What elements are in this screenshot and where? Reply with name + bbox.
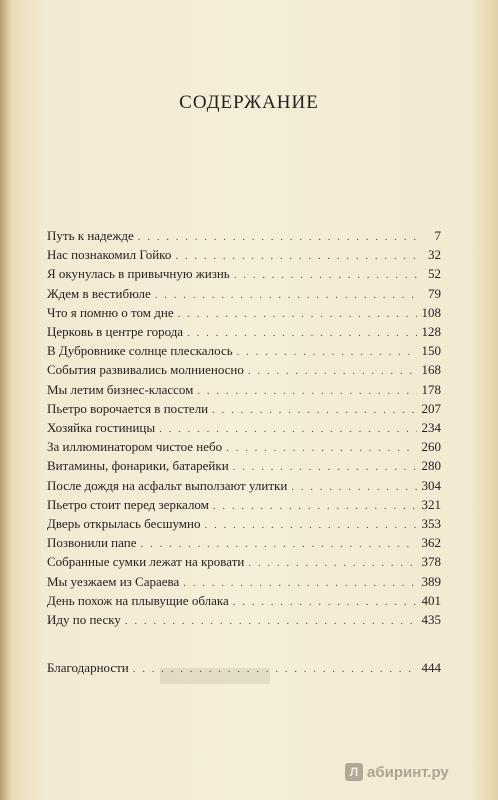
toc-entry-page: 260 bbox=[421, 439, 441, 455]
toc-entry bbox=[47, 592, 441, 611]
toc-entry-page: 128 bbox=[421, 324, 441, 340]
dot-leader bbox=[125, 612, 417, 630]
toc-entry bbox=[47, 534, 441, 553]
dot-leader bbox=[212, 401, 417, 419]
toc-entry bbox=[47, 457, 441, 476]
dot-leader bbox=[178, 305, 417, 323]
toc-entry-title: Нас познакомил Гойко bbox=[47, 247, 172, 263]
toc-entry-page: 234 bbox=[421, 420, 441, 436]
toc-entry-title: Пьетро ворочается в постели bbox=[47, 400, 209, 416]
toc-entry bbox=[47, 659, 441, 678]
dot-leader bbox=[237, 343, 417, 361]
toc-entry bbox=[47, 400, 441, 419]
toc-entry-page: 389 bbox=[421, 573, 441, 589]
toc-entry-title: День похож на плывущие облака bbox=[47, 592, 229, 608]
toc-entry-page: 321 bbox=[421, 496, 441, 512]
dot-leader bbox=[233, 458, 417, 476]
toc-entry bbox=[47, 553, 441, 572]
toc-entry-title: Что я помню о том дне bbox=[47, 304, 174, 320]
dot-leader bbox=[204, 516, 417, 534]
toc-entry bbox=[47, 477, 441, 496]
dot-leader bbox=[226, 439, 417, 457]
page-title: СОДЕРЖАНИЕ bbox=[179, 92, 319, 113]
toc-entry-title: Мы уезжаем из Сараева bbox=[47, 573, 180, 589]
toc-entry bbox=[47, 381, 441, 400]
toc-entry bbox=[47, 496, 441, 515]
toc-entry-title: Ждем в вестибюле bbox=[47, 285, 151, 301]
toc-entry-title: В Дубровнике солнце плескалось bbox=[47, 343, 233, 359]
dot-leader bbox=[291, 478, 417, 496]
toc-entry bbox=[47, 304, 441, 323]
toc-entry bbox=[47, 573, 441, 592]
dot-leader bbox=[155, 286, 417, 304]
toc-entry-title: Мы летим бизнес-классом bbox=[47, 381, 194, 397]
toc-entry-page: 168 bbox=[421, 362, 441, 378]
toc-entry bbox=[47, 227, 441, 246]
dot-leader bbox=[233, 593, 417, 611]
toc-entry-page: 7 bbox=[434, 228, 441, 243]
toc-entry-title: Дверь открылась бесшумно bbox=[47, 516, 201, 532]
dot-leader bbox=[197, 382, 417, 400]
toc-entry bbox=[47, 438, 441, 457]
dot-leader bbox=[183, 574, 417, 592]
toc-entry-title: Церковь в центре города bbox=[47, 324, 184, 340]
table-of-contents bbox=[47, 227, 441, 678]
toc-entry bbox=[47, 611, 441, 630]
toc-entry bbox=[47, 515, 441, 534]
dot-leader bbox=[187, 324, 417, 342]
toc-entry-page: 280 bbox=[421, 458, 441, 474]
toc-entry bbox=[47, 419, 441, 438]
toc-entry-title: Путь к надежде bbox=[47, 228, 134, 243]
toc-entry-page: 150 bbox=[421, 343, 441, 359]
toc-entry bbox=[47, 342, 441, 361]
toc-entry-title: За иллюминатором чистое небо bbox=[47, 439, 223, 455]
toc-entry-page: 304 bbox=[421, 477, 441, 493]
toc-entry bbox=[47, 361, 441, 380]
dot-leader bbox=[234, 266, 417, 284]
toc-entry-title: События развивались молниеносно bbox=[47, 362, 244, 378]
toc-entry-page: 32 bbox=[428, 247, 441, 263]
toc-entry-title: Позвонили папе bbox=[47, 535, 137, 551]
toc-entry-page: 178 bbox=[421, 381, 441, 397]
toc-entry-page: 362 bbox=[421, 535, 441, 551]
toc-entry-title: После дождя на асфальт выползают улитки bbox=[47, 477, 288, 493]
toc-entry-title: Благодарности bbox=[47, 660, 129, 676]
toc-entry-title: Собранные сумки лежат на кровати bbox=[47, 554, 245, 570]
toc-entry-page: 435 bbox=[421, 612, 441, 628]
toc-entry-page: 401 bbox=[421, 592, 441, 608]
dot-leader bbox=[248, 362, 417, 380]
toc-entry bbox=[47, 285, 441, 304]
toc-entry-title: Хозяйка гостиницы bbox=[47, 420, 156, 436]
toc-entry-page: 108 bbox=[421, 304, 441, 320]
toc-entry-page: 353 bbox=[421, 516, 441, 532]
labirint-logo-icon: Л bbox=[345, 763, 363, 781]
dot-leader bbox=[175, 247, 417, 265]
toc-entry-page: 52 bbox=[428, 266, 441, 282]
watermark bbox=[345, 763, 449, 781]
watermark-text: абиринт.ру bbox=[367, 763, 449, 781]
page-fold-shadow bbox=[0, 0, 12, 800]
toc-entry-page: 207 bbox=[421, 400, 441, 416]
toc-entry-title: Я окунулась в привычную жизнь bbox=[47, 266, 230, 282]
dot-leader bbox=[213, 497, 417, 515]
dot-leader bbox=[133, 660, 417, 678]
toc-entry-title: Витамины, фонарики, батарейки bbox=[47, 458, 229, 474]
toc-entry-page: 444 bbox=[421, 660, 441, 676]
toc-entry-page: 79 bbox=[428, 285, 441, 301]
dot-leader bbox=[248, 554, 417, 572]
dot-leader bbox=[159, 420, 417, 438]
toc-entry bbox=[47, 323, 441, 342]
toc-entry-title: Иду по песку bbox=[47, 612, 121, 628]
toc-entry bbox=[47, 265, 441, 284]
toc-entry-title: Пьетро стоит перед зеркалом bbox=[47, 496, 209, 512]
toc-entry-page: 378 bbox=[421, 554, 441, 570]
section-gap bbox=[47, 630, 441, 659]
dot-leader bbox=[138, 228, 417, 246]
toc-entry bbox=[47, 246, 441, 265]
dot-leader bbox=[140, 535, 417, 553]
